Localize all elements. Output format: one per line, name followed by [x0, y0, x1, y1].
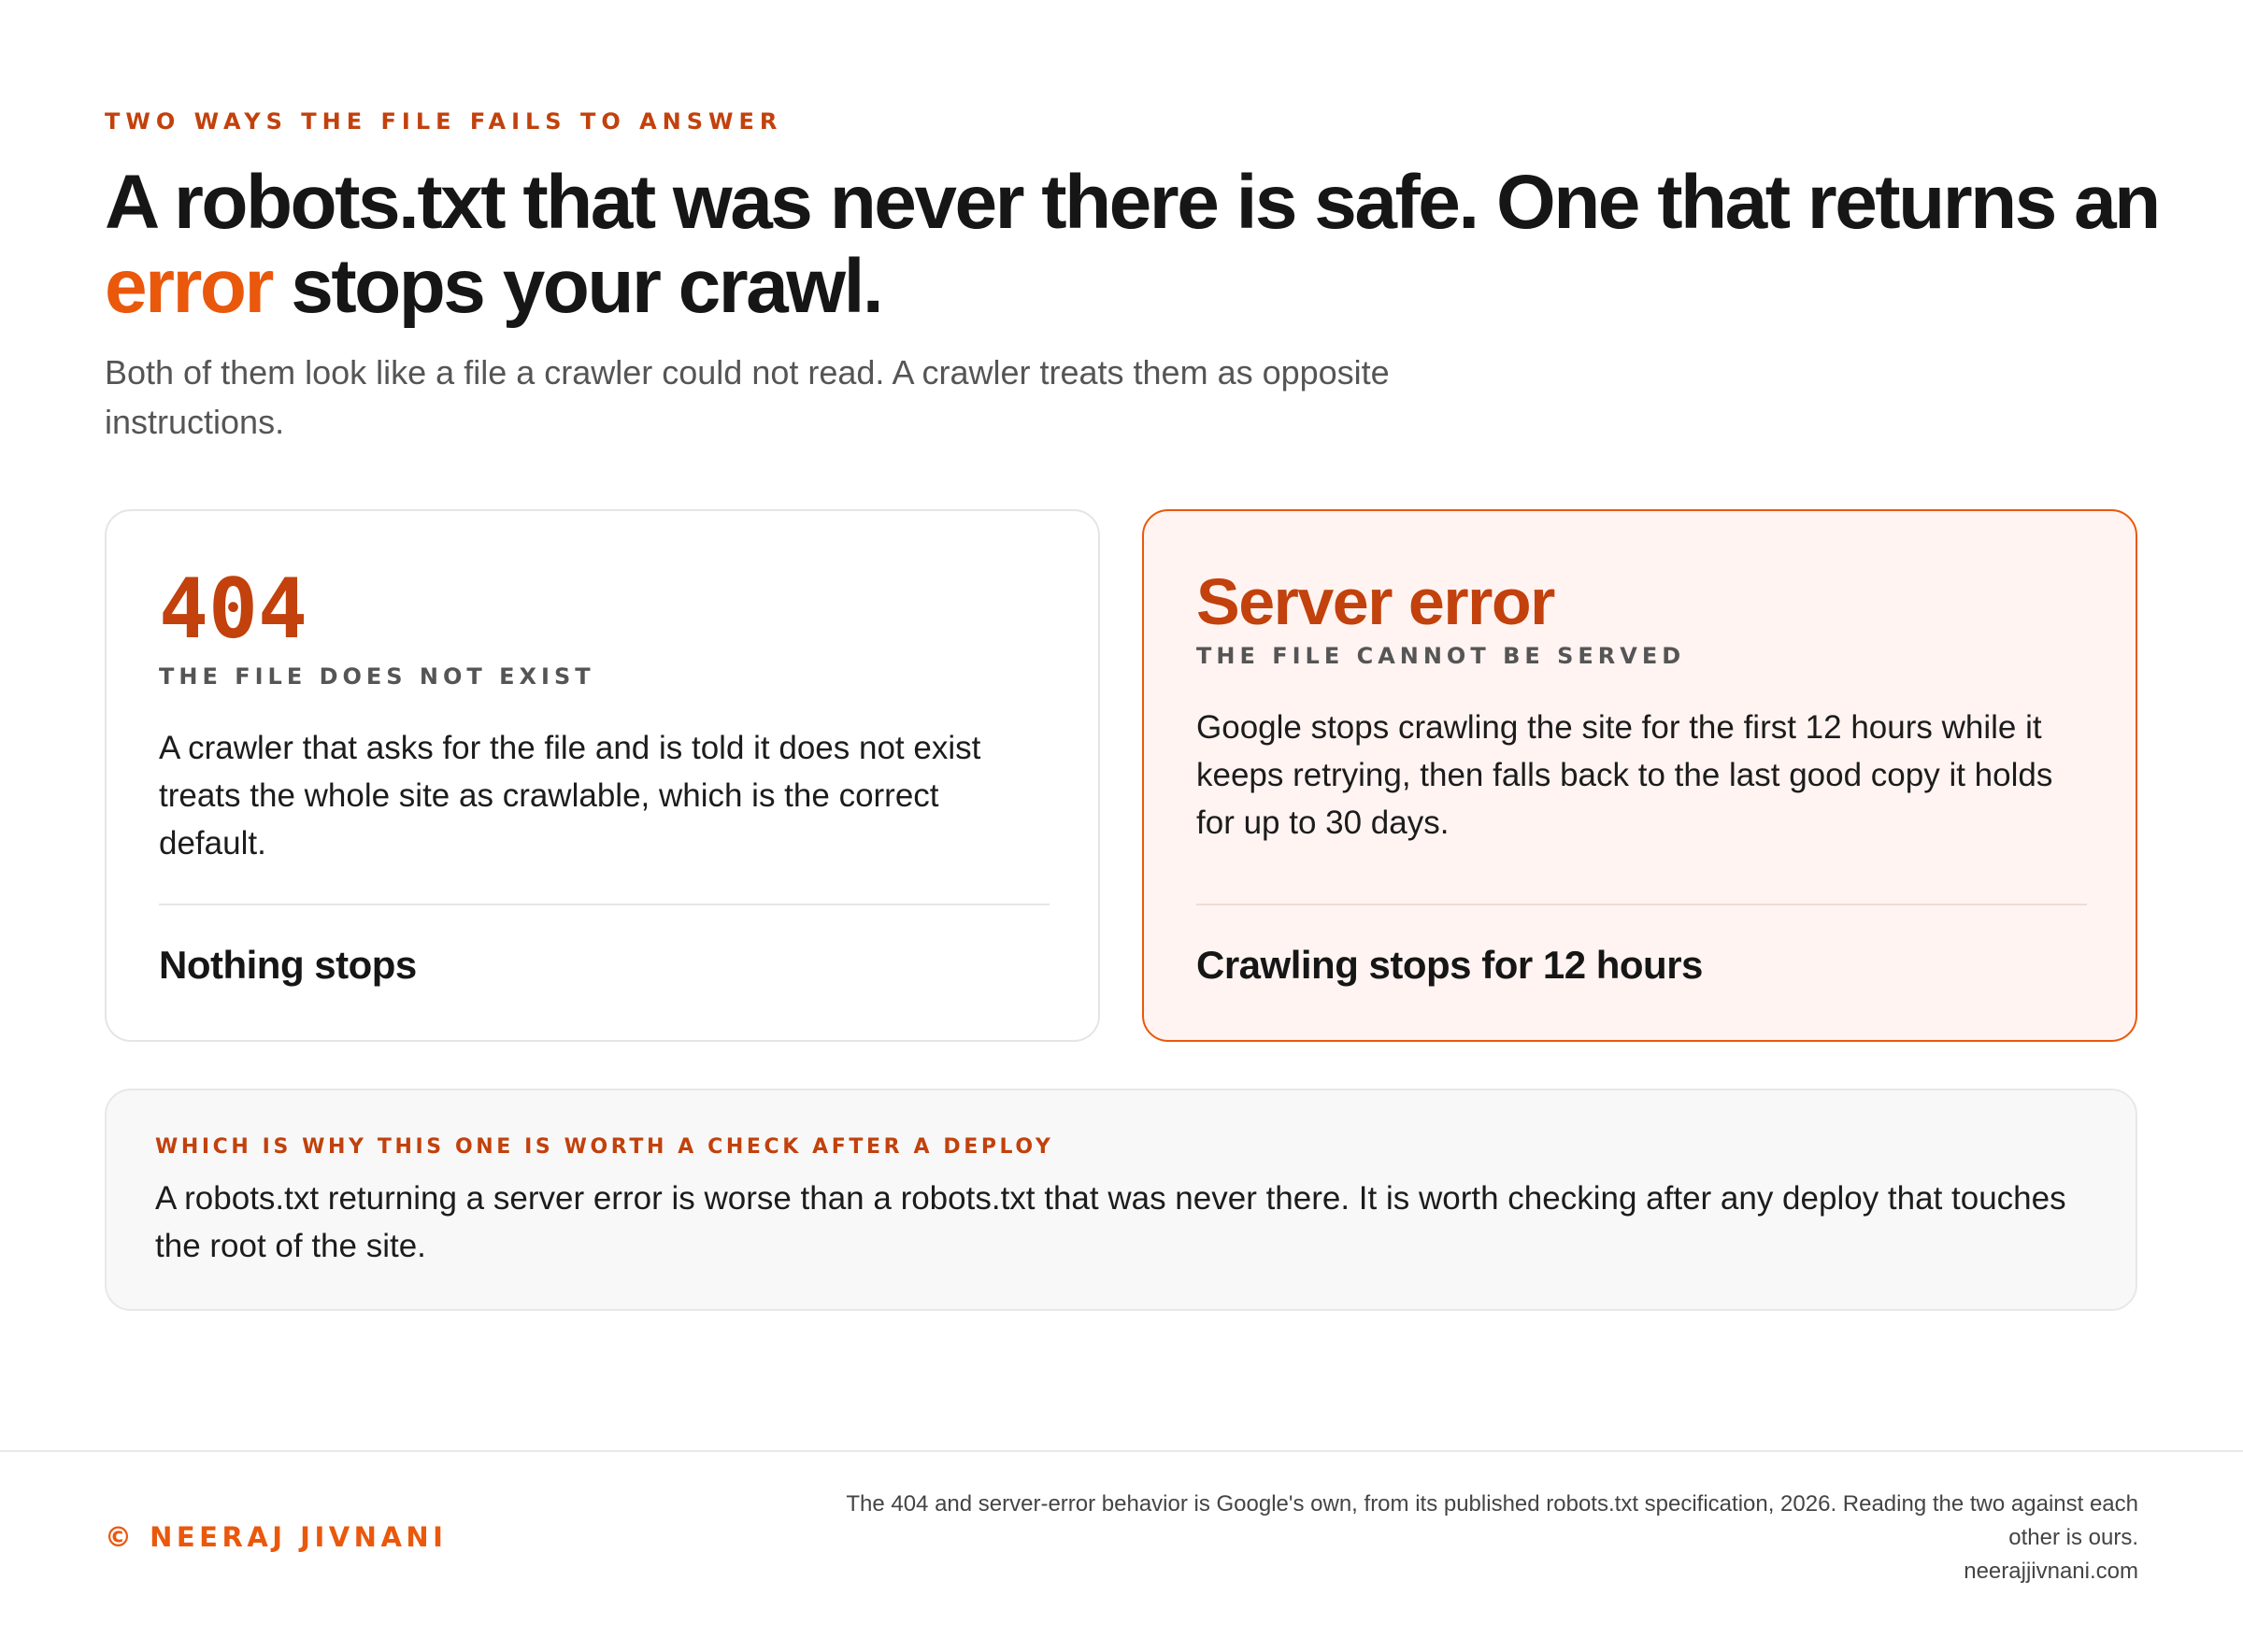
- card-404: [105, 509, 1100, 1042]
- subhead: Both of them look like a file a crawler could not read. A crawler treats them as opposite instructions.: [105, 353, 1390, 441]
- card-server-error-outcome: Crawling stops for 12 hours: [1196, 943, 1703, 987]
- headline-part2: stops your crawl.: [271, 244, 882, 329]
- footer-site-link[interactable]: neerajjivnani.com: [1964, 1559, 2138, 1584]
- footer-note: [793, 1488, 2138, 1588]
- card-404-divider: [159, 904, 1050, 905]
- card-404-outcome: Nothing stops: [159, 943, 417, 987]
- callout-eyebrow: WHICH IS WHY THIS ONE IS WORTH A CHECK AFTER A DEPLOY: [155, 1135, 1054, 1159]
- eyebrow: TWO WAYS THE FILE FAILS TO ANSWER: [105, 108, 783, 135]
- footer-source-note: The 404 and server-error behavior is Google's own, from its published robots.txt specification, 2026. Reading the two against each other is ours.: [846, 1491, 2138, 1550]
- callout-body: A robots.txt returning a server error is worse than a robots.txt that was never there. It is worth checking after any deploy that touches the root of the site.: [155, 1180, 2066, 1264]
- card-404-code: 404: [159, 561, 307, 657]
- card-server-error-divider: [1196, 904, 2087, 905]
- headline-part1: A robots.txt that was never there is safe. One that returns an: [105, 160, 2159, 245]
- page-title: [105, 161, 2161, 329]
- card-server-error: [1142, 509, 2137, 1042]
- footer-divider: [0, 1450, 2243, 1452]
- footer-brand: © NEERAJ JIVNANI: [105, 1521, 448, 1553]
- headline-accent: error: [105, 244, 272, 329]
- card-server-error-label: THE FILE CANNOT BE SERVED: [1196, 643, 1686, 669]
- card-404-label: THE FILE DOES NOT EXIST: [159, 663, 595, 690]
- card-404-body: A crawler that asks for the file and is told it does not exist treats the whole site as crawlable, which is the correct default.: [159, 730, 981, 862]
- card-server-error-title: Server error: [1196, 565, 1554, 638]
- card-server-error-body: Google stops crawling the site for the first 12 hours while it keeps retrying, then falls back to the last good copy it holds for up to 30 days.: [1196, 709, 2053, 841]
- callout: [105, 1089, 2137, 1311]
